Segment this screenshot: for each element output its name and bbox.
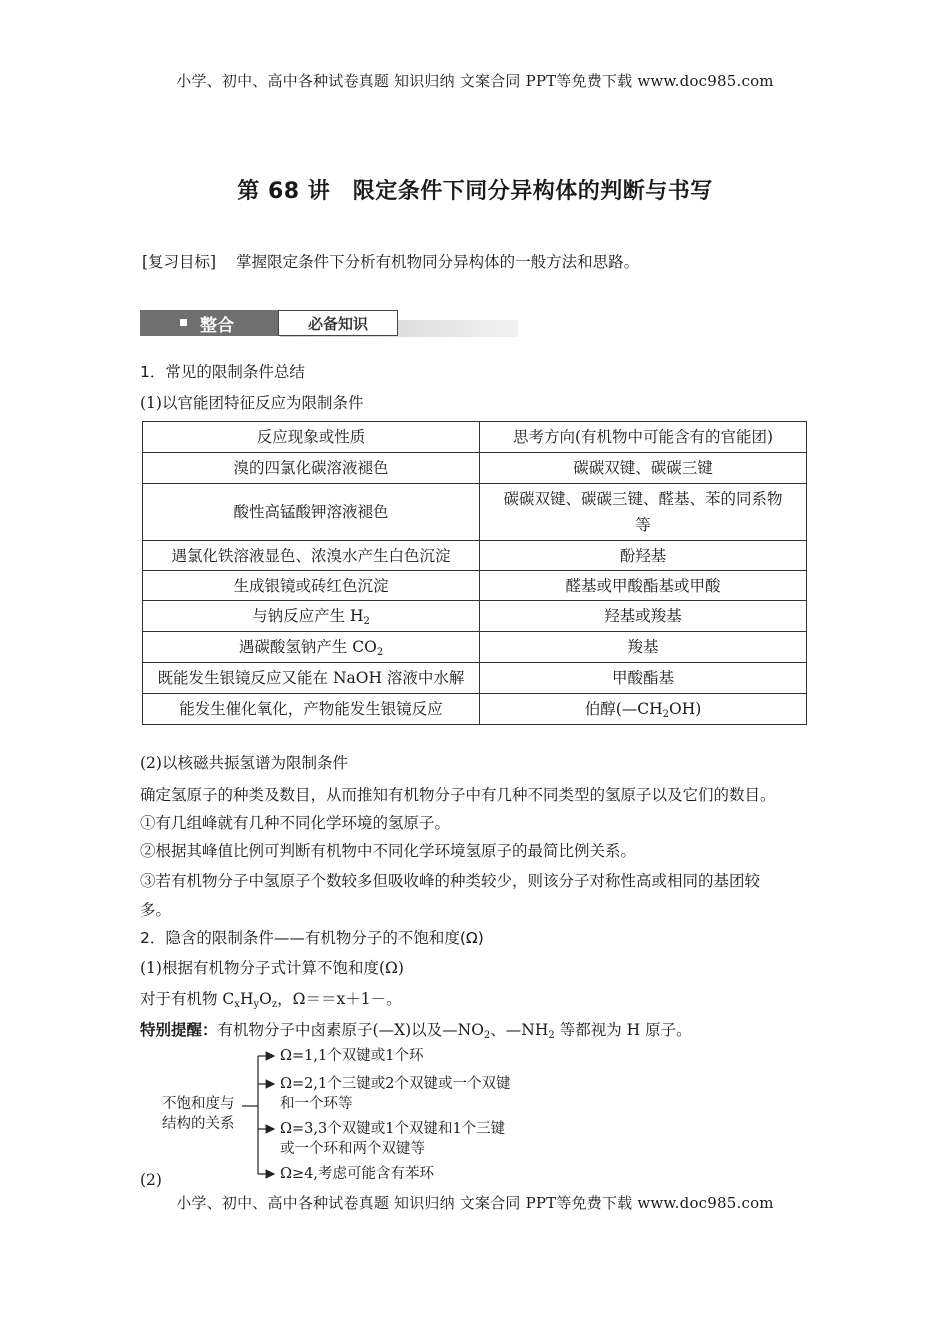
section1-sub1: (1)以官能团特征反应为限制条件 [140, 394, 364, 412]
table-row [143, 484, 807, 541]
table-cell-text: 伯醇(—CH [584, 700, 663, 718]
table-cell [143, 632, 480, 663]
paragraph: ③若有机物分子中氢原子个数较多但吸收峰的种类较少，则该分子对称性高或相同的基团较 [140, 872, 761, 890]
table-cell-line: 等 [635, 516, 651, 534]
diagram-branch-line: 或一个环和两个双键等 [280, 1141, 425, 1157]
section2-heading: 2．隐含的限制条件——有机物分子的不饱和度(Ω) [140, 929, 484, 947]
special-note-text: 有机物分子中卤素原子(—X)以及—NO [217, 1021, 484, 1039]
formula-text: ，Ω＝＝x＋1－。 [277, 990, 402, 1008]
special-note [140, 1020, 692, 1040]
square-icon [180, 319, 187, 326]
table-cell: 遇氯化铁溶液显色、浓溴水产生白色沉淀 [143, 541, 480, 571]
special-note-text: 等都视为 H 原子。 [554, 1021, 692, 1039]
review-goal-text: 掌握限定条件下分析有机物同分异构体的一般方法和思路。 [236, 253, 640, 271]
subscript: z [271, 999, 278, 1010]
table-row [143, 453, 807, 484]
section1-sub2: (2)以核磁共振氢谱为限制条件 [140, 754, 348, 772]
section2-sub2: (2) [140, 1171, 162, 1189]
diagram-branch [280, 1164, 434, 1184]
formula-text: 对于有机物 C [140, 990, 235, 1008]
special-note-label: 特别提醒： [140, 1021, 218, 1039]
page-header: 小学、初中、高中各种试卷真题 知识归纳 文案合同 PPT等免费下载 www.doc985.com [176, 72, 774, 90]
table-cell: 生成银镜或砖红色沉淀 [143, 571, 480, 601]
table-header-cell: 思考方向(有机物中可能含有的官能团) [480, 422, 807, 453]
table-cell: 既能发生银镜反应又能在 NaOH 溶液中水解 [143, 663, 480, 694]
table-cell [480, 484, 807, 541]
banner-sub-label: 必备知识 [307, 315, 368, 333]
section1-heading: 1．常见的限制条件总结 [140, 363, 305, 381]
page-title: 第 68 讲 限定条件下同分异构体的判断与书写 [237, 179, 713, 204]
subscript: x [234, 999, 240, 1010]
banner-main-label: 整合 [200, 316, 234, 336]
formula-text: H [239, 990, 254, 1008]
diagram-branch [280, 1046, 423, 1066]
diagram-branch-line: Ω=3,3个双键或1个双键和1个三键 [280, 1121, 506, 1137]
table-cell [143, 601, 480, 632]
diagram-root-line: 不饱和度与 [162, 1096, 235, 1112]
table-cell: 酚羟基 [480, 541, 807, 571]
diagram-branch-line: Ω=2,1个三键或2个双键或一个双键 [280, 1076, 511, 1092]
subscript: 2 [483, 1030, 491, 1041]
diagram-root-line: 结构的关系 [162, 1116, 235, 1132]
omega-formula [140, 989, 402, 1009]
table-cell: 碳碳双键、碳碳三键 [480, 453, 807, 484]
formula-text: O [259, 990, 272, 1008]
diagram-root-label [162, 1094, 235, 1134]
table-row [143, 694, 807, 725]
diagram-branch [280, 1119, 505, 1159]
table-cell-line: 碳碳双键、碳碳三键、醛基、苯的同系物 [503, 490, 783, 508]
paragraph: ②根据其峰值比例可判断有机物中不同化学环境氢原子的最简比例关系。 [140, 842, 637, 860]
table-row [143, 632, 807, 663]
subscript: 2 [662, 709, 670, 720]
subscript: 2 [363, 616, 370, 627]
table-cell: 甲酸酯基 [480, 663, 807, 694]
table-header-row [143, 422, 807, 453]
diagram-branch-line: 和一个环等 [280, 1096, 353, 1112]
table-row [143, 571, 807, 601]
table-header-cell: 反应现象或性质 [143, 422, 480, 453]
paragraph: ①有几组峰就有几种不同化学环境的氢原子。 [140, 814, 451, 832]
subscript: y [253, 999, 260, 1010]
table-cell: 酸性高锰酸钾溶液褪色 [143, 484, 480, 541]
section-banner [140, 310, 518, 340]
table-row [143, 663, 807, 694]
paragraph: 确定氢原子的种类及数目，从而推知有机物分子中有几种不同类型的氢原子以及它们的数目。 [140, 786, 776, 804]
table-cell: 羟基或羧基 [480, 601, 807, 632]
table-cell-text: OH) [669, 700, 702, 718]
table-row [143, 541, 807, 571]
table-cell: 溴的四氯化碳溶液褪色 [143, 453, 480, 484]
table-cell: 羧基 [480, 632, 807, 663]
section2-sub1: (1)根据有机物分子式计算不饱和度(Ω) [140, 959, 404, 977]
table-cell: 醛基或甲酸酯基或甲酸 [480, 571, 807, 601]
page-footer: 小学、初中、高中各种试卷真题 知识归纳 文案合同 PPT等免费下载 www.doc985.com [176, 1194, 774, 1212]
table-cell-text: 与钠反应产生 H [252, 607, 364, 625]
subscript: 2 [548, 1030, 555, 1041]
table-cell: 能发生催化氧化，产物能发生银镜反应 [143, 694, 480, 725]
paragraph: 多。 [140, 901, 172, 919]
special-note-text: 、—NH [490, 1021, 549, 1039]
conditions-table [142, 421, 807, 725]
table-cell [480, 694, 807, 725]
table-row [143, 601, 807, 632]
subscript: 2 [376, 647, 384, 658]
diagram-branch-line: Ω=1,1个双键或1个环 [280, 1048, 424, 1064]
diagram-branch-line: Ω≥4,考虑可能含有苯环 [280, 1166, 435, 1182]
table-cell-text: 遇碳酸氢钠产生 CO [238, 638, 377, 656]
review-goal-label: [复习目标] [142, 253, 217, 271]
review-goal [142, 252, 639, 272]
diagram-branch [280, 1074, 510, 1114]
